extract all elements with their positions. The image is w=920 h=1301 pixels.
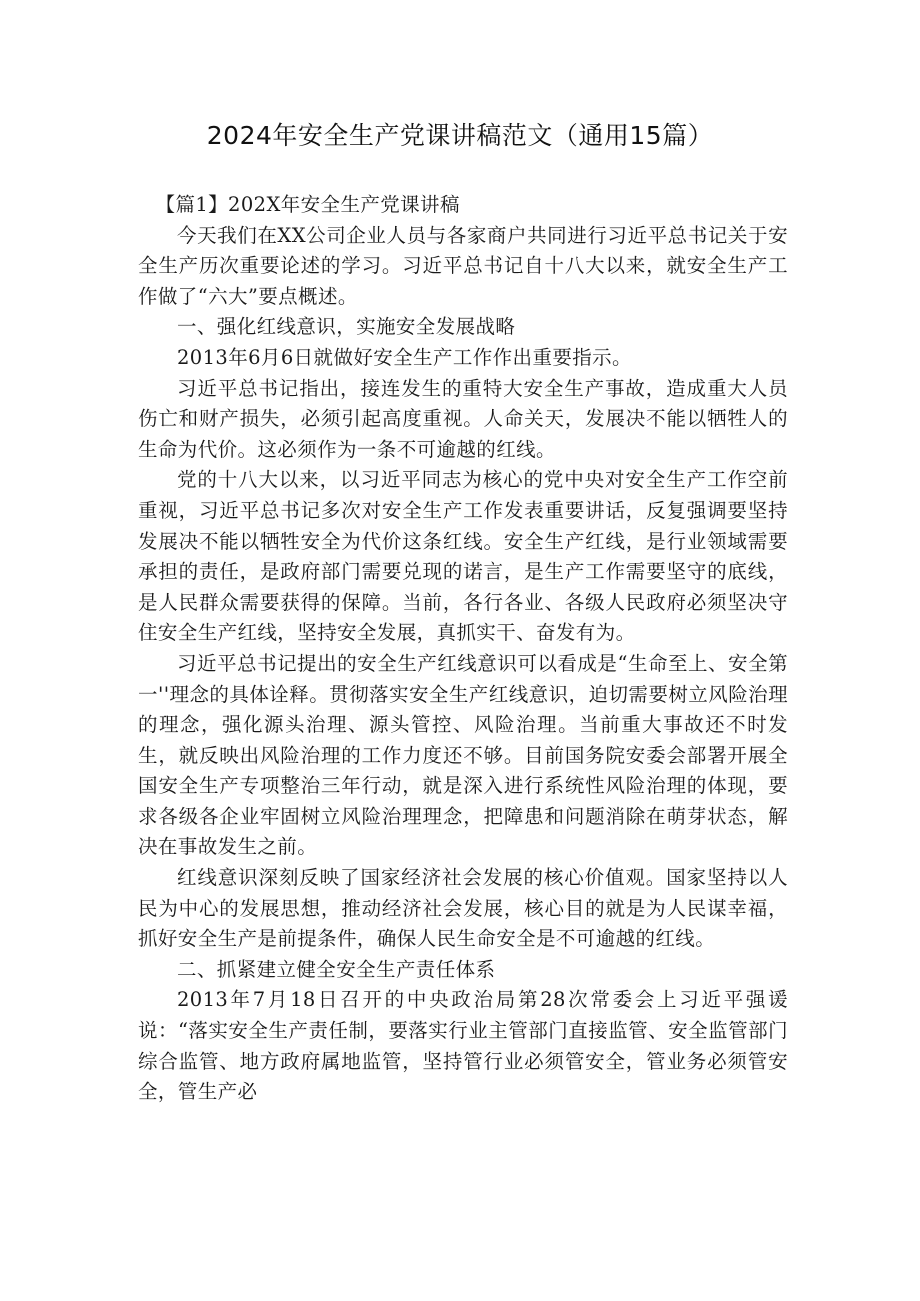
body-paragraph: 习近平总书记指出，接连发生的重特大安全生产事故，造成重大人员伤亡和财产损失，必须引起高度重视。人命关天，发展决不能以牺牲人的生命为代价。这必须作为一条不可逾越的红线。 bbox=[138, 376, 788, 461]
body-paragraph: 红线意识深刻反映了国家经济社会发展的核心价值观。国家坚持以人民为中心的发展思想，推动经济社会发展，核心目的就是为人民谋幸福，抓好安全生产是前提条件，确保人民生命安全是不可逾越的红线。 bbox=[138, 866, 788, 951]
document-body bbox=[138, 190, 788, 1108]
section-heading: 【篇1】202X年安全生产党课讲稿 bbox=[155, 193, 460, 216]
body-paragraph: 今天我们在XX公司企业人员与各家商户共同进行习近平总书记关于安全生产历次重要论述的学习。习近平总书记自十八大以来，就安全生产工作做了“六大”要点概述。 bbox=[138, 223, 788, 308]
body-paragraph: 2013年6月6日就做好安全生产工作作出重要指示。 bbox=[177, 345, 632, 369]
body-paragraph: 2013年7月18日召开的中央政治局第28次常委会上习近平强谖说：“落实安全生产责任制，要落实行业主管部门直接监管、安全监管部门综合监管、地方政府属地监管，坚持管行业必须管安全，管业务必须管安全，管生产必 bbox=[138, 988, 788, 1104]
body-paragraph: 党的十八大以来，以习近平同志为核心的党中央对安全生产工作空前重视，习近平总书记多次对安全生产工作发表重要讲话，反复强调要坚持发展决不能以牺牲安全为代价这条红线。安全生产红线，是行业领域需要承担的责任，是政府部门需要兑现的诺言，是生产工作需要坚守的底线，是人民群众需要获得的保障。当前，各行各业、各级人民政府必须坚决守住安全生产红线，坚持安全发展，真抓实干、奋发有为。 bbox=[138, 468, 788, 645]
subsection-heading: 一、强化红线意识，实施安全发展战略 bbox=[177, 315, 516, 339]
document-title: 2024年安全生产党课讲稿范文（通用15篇） bbox=[206, 121, 714, 150]
body-paragraph: 习近平总书记提出的安全生产红线意识可以看成是“生命至上、安全第一''理念的具体诠释。贯彻落实安全生产红线意识，迫切需要树立风险治理的理念，强化源头治理、源头管控、风险治理。当前重大事故还不时发生，就反映出风险治理的工作力度还不够。目前国务院安委会部署开展全国安全生产专项整治三年行动，就是深入进行系统性风险治理的体现，要求各级各企业牢固树立风险治理理念，把障患和问题消除在萌芽状态，解决在事故发生之前。 bbox=[138, 651, 788, 859]
subsection-heading: 二、抓紧建立健全安全生产责任体系 bbox=[177, 957, 496, 981]
